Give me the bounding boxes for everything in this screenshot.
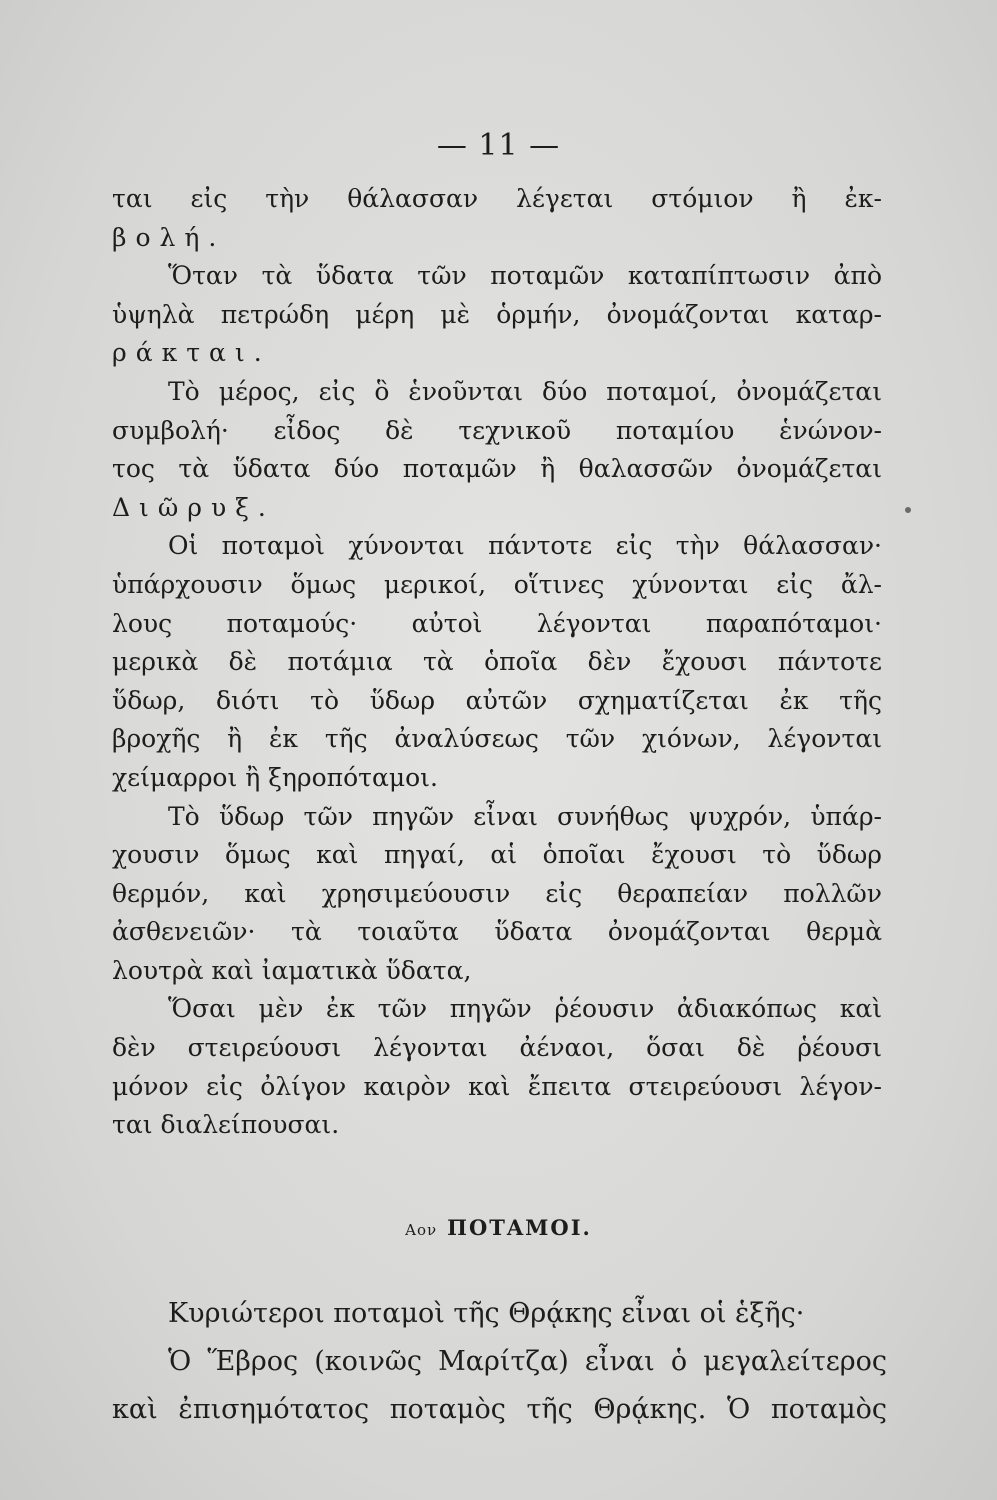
- text-line: Διῶρυξ.: [112, 492, 275, 522]
- text-line: λουτρὰ καὶ ἰαματικὰ ὕδατα,: [112, 955, 472, 985]
- text-line: ται διαλείπουσαι.: [112, 1110, 340, 1140]
- ink-speck: [905, 507, 911, 513]
- text-line: βροχῆς ἢ ἐκ τῆς ἀναλύσεως τῶν χιόνων, λέγονται: [112, 724, 882, 754]
- text-line: χουσιν ὅμως καὶ πηγαί, αἱ ὁποῖαι ἔχουσι τὸ ὕδωρ: [112, 840, 882, 870]
- text-line: ὑπάρχουσιν ὅμως μερικοί, οἵτινες χύνονται εἰς ἄλ-: [112, 569, 882, 599]
- text-line: ἀσθενειῶν· τὰ τοιαῦτα ὕδατα ὀνομάζονται θερμὰ: [112, 917, 882, 947]
- text-line: βολή.: [112, 222, 226, 252]
- section-prefix: Αον: [405, 1221, 438, 1239]
- page-number: — 11 —: [436, 128, 561, 163]
- text-line: μόνον εἰς ὀλίγον καιρὸν καὶ ἔπειτα στειρεύουσι λέγον-: [112, 1071, 882, 1101]
- main-text: [112, 180, 882, 1145]
- text-line: Κυριώτεροι ποταμοὶ τῆς Θρᾴκης εἶναι οἱ ἑξῆς·: [168, 1298, 805, 1329]
- text-line: ὕδωρ, διότι τὸ ὕδωρ αὐτῶν σχηματίζεται ἐκ τῆς: [112, 685, 882, 715]
- section-heading: [0, 1215, 997, 1240]
- text-line: λους ποταμούς· αὐτοὶ λέγονται παραπόταμοι·: [112, 608, 882, 638]
- text-line: Τὸ μέρος, εἰς ὃ ἑνοῦνται δύο ποταμοί, ὀνομάζεται: [168, 376, 882, 406]
- text-line: Ὅταν τὰ ὕδατα τῶν ποταμῶν καταπίπτωσιν ἀπὸ: [168, 261, 882, 291]
- text-line: ὑψηλὰ πετρώδη μέρη μὲ ὁρμήν, ὀνομάζονται καταρ-: [112, 299, 882, 329]
- text-line: ράκται.: [112, 338, 271, 368]
- text-line: Τὸ ὕδωρ τῶν πηγῶν εἶναι συνήθως ψυχρόν, ὑπάρ-: [168, 801, 882, 831]
- text-line: Ὁ Ἕβρος (κοινῶς Μαρίτζα) εἶναι ὁ μεγαλείτερος: [168, 1346, 887, 1377]
- text-line: θερμόν, καὶ χρησιμεύουσιν εἰς θεραπείαν πολλῶν: [112, 878, 882, 908]
- text-line: μερικὰ δὲ ποτάμια τὰ ὁποῖα δὲν ἔχουσι πάντοτε: [112, 647, 882, 677]
- section-text: [112, 1290, 887, 1434]
- text-line: συμβολή· εἶδος δὲ τεχνικοῦ ποταμίου ἑνώνον-: [112, 415, 882, 445]
- text-line: τος τὰ ὕδατα δύο ποταμῶν ἢ θαλασσῶν ὀνομάζεται: [112, 454, 882, 484]
- section-title: ΠΟΤΑΜΟΙ.: [447, 1215, 592, 1240]
- text-line: χείμαρροι ἢ ξηροπόταμοι.: [112, 762, 438, 792]
- text-line: Ὅσαι μὲν ἐκ τῶν πηγῶν ῥέουσιν ἀδιακόπως καὶ: [168, 994, 882, 1024]
- text-line: Οἱ ποταμοὶ χύνονται πάντοτε εἰς τὴν θάλασσαν·: [168, 531, 882, 561]
- text-line: καὶ ἐπισημότατος ποταμὸς τῆς Θρᾴκης. Ὁ ποταμὸς: [112, 1394, 887, 1425]
- text-line: δὲν στειρεύουσι λέγονται ἀέναοι, ὅσαι δὲ ῥέουσι: [112, 1033, 882, 1063]
- text-line: ται εἰς τὴν θάλασσαν λέγεται στόμιον ἢ ἐκ-: [112, 184, 882, 213]
